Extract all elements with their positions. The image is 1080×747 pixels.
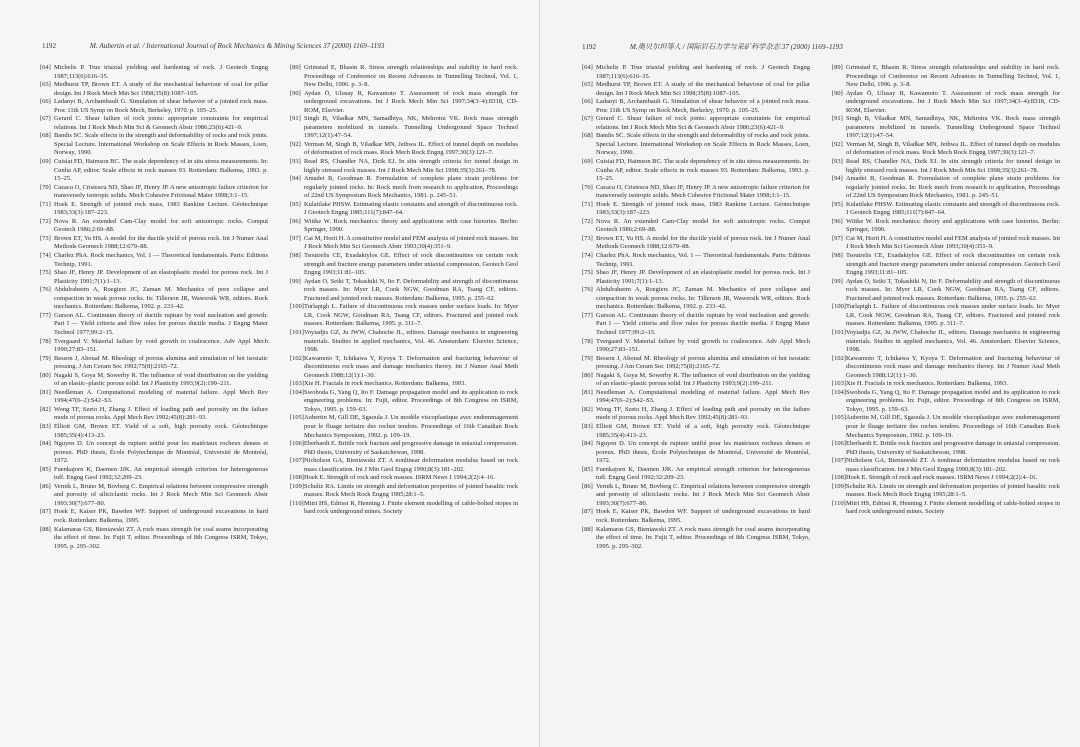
reference-text: Bandis SC. Scale effects in the strength and deformability of rocks and rock joints. Special Lecture. International Workshop on Scale Effects in Rock Masses, Loen, Norway, 1990. bbox=[54, 132, 268, 157]
reference-number: [91] bbox=[832, 115, 843, 123]
reference-number: [70] bbox=[40, 183, 51, 191]
reference-text: Read RS, Chandler NA, Dzik EJ. In situ strength criteria for tunnel design in highly stressed rock masses. Int J Rock Mech Min Sci 1998;35(3):261–78. bbox=[304, 158, 518, 174]
reference-number: [100] bbox=[290, 303, 304, 311]
reference-text: Kalamaras GS, Bieniawski ZT. A rock mass strength for coal seams incorporating the effect of time. In: Fujii T, editor. Proceedings of 8th Congress ISRM, Tokyo, 1995. p. 295–302. bbox=[54, 525, 268, 550]
reference-entry bbox=[582, 218, 810, 235]
reference-number: [105] bbox=[290, 414, 304, 422]
reference-entry bbox=[290, 303, 518, 329]
reference-entry bbox=[40, 252, 268, 269]
reference-number: [75] bbox=[40, 269, 51, 277]
reference-text: Nicholson GA, Bieniawski ZT. A nonlinear deformation modulus based on rock mass classification. Int J Min Geol Engng 1990;8(3):181–202. bbox=[304, 457, 518, 473]
reference-entry bbox=[40, 483, 268, 509]
reference-entry bbox=[40, 158, 268, 184]
reference-number: [107] bbox=[832, 457, 846, 465]
reference-entry bbox=[832, 278, 1060, 304]
reference-text: Singh B, Viladkar MN, Samadhiya, NK, Mehrotra VK. Rock mass strength parameters mobilized in tunnels. Tunnelling Underground Space Technol 1997;12(1):47–54. bbox=[846, 115, 1060, 140]
reference-number: [79] bbox=[40, 354, 51, 362]
reference-text: Shao JF, Henry JP. Development of an elastoplastic model for porous rock. Int J Plasticity 1991;7(1):1–13. bbox=[54, 269, 268, 285]
reference-text: Charlez PhA. Rock mechanics, Vol. 1 — Theoretical fundamentals. Paris: Editions Technip, 1991. bbox=[54, 252, 268, 268]
reference-entry bbox=[582, 423, 810, 440]
reference-number: [77] bbox=[582, 311, 593, 319]
reference-text: Read RS, Chandler NA, Dzik EJ. In situ strength criteria for tunnel design in highly stressed rock masses. Int J Rock Mech Min Sci 1998;35(3):261–78. bbox=[846, 158, 1060, 174]
reference-entry bbox=[832, 414, 1060, 440]
reference-entry bbox=[832, 201, 1060, 218]
reference-number: [98] bbox=[290, 252, 301, 260]
reference-text: Gurson AL. Continuum theory of ductile rupture by void nucleation and growth: Part I — Yield criteria and flow rules for porous ductile media. J Engng Mater Technol 1977;99:2–15. bbox=[54, 311, 268, 336]
reference-number: [110] bbox=[832, 499, 846, 507]
reference-number: [102] bbox=[832, 354, 846, 362]
reference-text: Wong TF, Szeto H, Zhang J. Effect of loading path and porosity on the failure mode of porous rocks. Appl Mech Rev 1992;45(8):281–93. bbox=[54, 405, 268, 422]
reference-entry bbox=[40, 372, 268, 389]
reference-entry bbox=[832, 380, 1060, 389]
reference-number: [90] bbox=[832, 89, 843, 97]
reference-number: [65] bbox=[582, 81, 593, 89]
reference-number: [95] bbox=[832, 200, 843, 208]
reference-text: Aubertin M, Gill DE, Sgaoula J. Un modèle viscoplastique avec endommagement pour le fluage tertiaire des roches tendres. Proceedings of 16th Canadian Rock Mechanics Symposium, 1992. p. 109–19. bbox=[304, 414, 518, 439]
reference-text: Gurson AL. Continuum theory of ductile rupture by void nucleation and growth: Part I — Yield criteria and flow rules for porous ductile media. J Engng Mater Technol 1977;99:2–15. bbox=[596, 311, 810, 336]
reference-number: [89] bbox=[290, 64, 301, 71]
reference-entry bbox=[40, 389, 268, 406]
reference-entry bbox=[290, 414, 518, 440]
reference-number: [109] bbox=[832, 482, 846, 490]
reference-number: [99] bbox=[832, 277, 843, 285]
reference-text: Cai M, Horii H. A constitutive model and FEM analysis of jointed rock masses. Int J Rock Mech Min Sci Geomech Abstr 1993;30(4):351–9. bbox=[304, 234, 518, 251]
reference-number: [98] bbox=[832, 252, 843, 260]
reference-text: Xie H. Fractals in rock mechanics. Rotterdam: Balkema, 1993. bbox=[304, 380, 466, 388]
right-page bbox=[540, 0, 1080, 747]
reference-number: [82] bbox=[40, 405, 51, 413]
reference-entry bbox=[40, 355, 268, 372]
reference-column-2 bbox=[832, 64, 1060, 734]
reference-entry bbox=[40, 132, 268, 158]
reference-entry bbox=[40, 286, 268, 312]
reference-text: Aydan O, Seiki T, Tokashiki N, Ito F. Deformability and strength of discontinuous rock masses. In: Myer LR, Cook NGW, Goodman RA, Tsang CF, editors. Fractured and jointed rock masses. Rotterdam: Balkema, 1995. p. 255–62. bbox=[846, 277, 1060, 302]
reference-entry bbox=[582, 440, 810, 466]
reference-entry bbox=[582, 338, 810, 355]
reference-number: [88] bbox=[40, 525, 51, 533]
reference-number: [71] bbox=[40, 200, 51, 208]
reference-number: [78] bbox=[40, 337, 51, 345]
reference-text: Amadei B, Goodman R. Formulation of complete plane strain problems for regularly jointed rocks. In: Rock mech from research to application, Proceedings of 22nd US Symposium Rock Mechanics, 1981. p. 245–51. bbox=[304, 175, 518, 200]
reference-number: [75] bbox=[582, 269, 593, 277]
reference-text: Xie H. Fractals in rock mechanics. Rotterdam: Balkema, 1993. bbox=[846, 380, 1008, 388]
reference-number: [83] bbox=[40, 422, 51, 430]
reference-entry bbox=[40, 423, 268, 440]
reference-text: Kalamaras GS, Bieniawski ZT. A rock mass strength for coal seams incorporating the effect of time. In: Fujii T, editor. Proceedings of 8th Congress ISRM, Tokyo, 1995. p. 295–302. bbox=[596, 525, 810, 550]
reference-text: Elliott GM, Brown ET. Yield of a soft, high porosity rock. Géotechnique 1985;35(4):413–23. bbox=[596, 422, 810, 439]
reference-entry bbox=[290, 355, 518, 381]
reference-number: [73] bbox=[582, 234, 593, 242]
reference-entry bbox=[290, 329, 518, 355]
reference-number: [92] bbox=[290, 140, 301, 148]
reference-text: Gerard C. Shear failure of rock joints: appropriate constraints for empirical relations. Int J Rock Mech Min Sci & Geomech Abstr 1986;23(6):421–9. bbox=[54, 115, 268, 131]
reference-number: [96] bbox=[290, 217, 301, 225]
reference-text: Aubertin M, Gill DE, Sgaoula J. Un modèle viscoplastique avec endommagement pour le fluage tertiaire des roches tendres. Proceedings of 16th Canadian Rock Mechanics Symposium, 1992. p. 109–19. bbox=[846, 414, 1060, 439]
journal-header: M. Aubertin et al. / International Journal of Rock Mechanics & Mining Sciences 37 (2000) 1169–1193 bbox=[89, 42, 385, 50]
reference-number: [107] bbox=[290, 457, 304, 465]
reference-text: Eberhardt E. Brittle rock fracture and progressive damage in uniaxial compression. PhD thesis, University of Saskatchewan, 1998. bbox=[304, 440, 518, 456]
reference-text: Abdulraheem A, Roegiers JC, Zaman M. Mechanics of pore collapse and compaction in weak porous rocks. In: Tillerson JR, Wawersik WR, editors. Rock mechanics. Rotterdam: Balkema, 1992. p. 233–42. bbox=[54, 286, 268, 311]
reference-number: [67] bbox=[40, 115, 51, 123]
reference-number: [65] bbox=[40, 81, 51, 89]
reference-number: [104] bbox=[832, 388, 846, 396]
reference-text: Cuisiat FD, Haimson BC. The scale dependency of in situ stress measurements. In: Cunha AP, editor. Scale effects in rock masses 93. Rotterdam: Balkema, 1993. p. 15–25. bbox=[596, 158, 810, 183]
reference-entry bbox=[582, 252, 810, 269]
reference-entry bbox=[40, 64, 268, 81]
reference-number: [95] bbox=[290, 200, 301, 208]
reference-entry bbox=[832, 64, 1060, 90]
reference-entry bbox=[40, 218, 268, 235]
reference-entry bbox=[832, 474, 1060, 483]
reference-entry bbox=[290, 457, 518, 474]
reference-text: Nagaki S, Goya M, Sowerby R. The influence of void distribution on the yielding of an elastic–plastic porous solid. Int J Plasticity 1993;9(2):199–211. bbox=[54, 371, 268, 388]
reference-text: Nova R. An extended Cam-Clay model for soft anisotropic rocks. Comput Geotech 1986;2:69–88. bbox=[596, 217, 810, 234]
reference-entry bbox=[832, 457, 1060, 474]
reference-entry bbox=[290, 64, 518, 90]
reference-text: Charlez PhA. Rock mechanics, Vol. 1 — Theoretical fundamentals. Paris: Editions Technip, 1991. bbox=[596, 252, 810, 268]
reference-number: [66] bbox=[40, 98, 51, 106]
reference-number: [84] bbox=[582, 440, 593, 448]
reference-number: [78] bbox=[582, 337, 593, 345]
reference-text: Medhurst TP, Brown ET. A study of the mechanical behaviour of coal for pillar design. Int J Rock Mech Min Sci 1998;35(8):1087–105. bbox=[596, 81, 810, 97]
reference-number: [87] bbox=[40, 508, 51, 516]
page-number: 1192 bbox=[42, 42, 57, 50]
reference-text: Nicholson GA, Bieniawski ZT. A nonlinear deformation modulus based on rock mass classification. Int J Min Geol Engng 1990;8(3):181–202. bbox=[846, 457, 1060, 473]
reference-number: [105] bbox=[832, 414, 846, 422]
reference-text: Hoek E. Strength of rock and rock masses. ISRM News J 1994;2(2):4–16. bbox=[846, 474, 1037, 482]
reference-number: [97] bbox=[832, 234, 843, 242]
reference-entry bbox=[40, 508, 268, 525]
reference-number: [103] bbox=[290, 380, 304, 388]
reference-entry bbox=[832, 483, 1060, 500]
reference-number: [77] bbox=[40, 311, 51, 319]
reference-text: Besson J, Abouaf M. Rheology of porous alumina and simulation of hot isostatic pressing. J Am Ceram Soc 1992;75(8):2165–72. bbox=[596, 354, 810, 371]
reference-text: Michelis P. True triaxial yielding and hardening of rock. J Geotech Engng 1987;113(6):616–35. bbox=[54, 64, 268, 80]
reference-number: [88] bbox=[582, 525, 593, 533]
reference-text: Amadei B, Goodman R. Formulation of complete plane strain problems for regularly jointed rocks. In: Rock mech from research to application, Proceedings of 22nd US Symposium Rock Mechanics, 1981. p. 245–51. bbox=[846, 175, 1060, 200]
reference-text: Hoek E. Strength of rock and rock masses. ISRM News J 1994;2(2):4–16. bbox=[304, 474, 495, 482]
reference-entry bbox=[290, 201, 518, 218]
reference-entry bbox=[582, 372, 810, 389]
reference-entry bbox=[40, 526, 268, 552]
reference-text: Mitri HS, Edrissi R, Henning J. Finite element modelling of cable-bolted stopes in hard rock underground mines. Society bbox=[846, 499, 1060, 516]
page-header bbox=[42, 42, 513, 54]
reference-number: [76] bbox=[40, 286, 51, 294]
reference-entry bbox=[582, 158, 810, 184]
reference-text: Singh B, Viladkar MN, Samadhiya, NK, Mehrotra VK. Rock mass strength parameters mobilized in tunnels. Tunnelling Underground Space Technol 1997;12(1):47–54. bbox=[304, 115, 518, 140]
reference-text: Swoboda G, Yang Q, Ito F. Damage propagation model and its application to rock engineering problems. In: Fujii, editor. Proceedings of 8th Congress on ISRM, Tokyo, 1995. p. 159–63. bbox=[846, 388, 1060, 413]
reference-entry bbox=[582, 235, 810, 252]
reference-number: [94] bbox=[290, 175, 301, 183]
reference-number: [109] bbox=[290, 482, 304, 490]
reference-entry bbox=[290, 252, 518, 278]
reference-text: Kulatilake PHSW. Estimating elastic constants and strength of discontinuous rock. J Geotech Engng 1985;111(7):847–64. bbox=[846, 200, 1060, 217]
reference-text: Eberhardt E. Brittle rock fracture and progressive damage in uniaxial compression. PhD thesis, University of Saskatchewan, 1998. bbox=[846, 440, 1060, 456]
reference-number: [91] bbox=[290, 115, 301, 123]
reference-entry bbox=[582, 389, 810, 406]
reference-entry bbox=[832, 158, 1060, 175]
reference-number: [81] bbox=[40, 388, 51, 396]
reference-number: [90] bbox=[290, 89, 301, 97]
reference-text: Mitri HS, Edrissi R, Henning J. Finite element modelling of cable-bolted stopes in hard rock underground mines. Society bbox=[304, 499, 518, 516]
reference-text: Shao JF, Henry JP. Development of an elastoplastic model for porous rock. Int J Plasticity 1991;7(1):1–13. bbox=[596, 269, 810, 285]
reference-entry bbox=[40, 201, 268, 218]
reference-number: [72] bbox=[40, 217, 51, 225]
reference-entry bbox=[582, 81, 810, 98]
reference-number: [68] bbox=[582, 132, 593, 140]
reference-text: Verman M, Singh B, Viladkar MN, Jethwa JL. Effect of tunnel depth on modulus of deformation of rock mass. Rock Mech Rock Engng 1997;30(3):121–7. bbox=[304, 140, 518, 157]
reference-text: Tvergaard V. Material failure by void growth to coalescence. Adv Appl Mech 1990;27:83–151. bbox=[596, 337, 810, 354]
reference-entry bbox=[40, 184, 268, 201]
reference-number: [97] bbox=[290, 234, 301, 242]
reference-entry bbox=[582, 286, 810, 312]
reference-number: [106] bbox=[832, 440, 846, 448]
reference-number: [102] bbox=[290, 354, 304, 362]
reference-number: [72] bbox=[582, 217, 593, 225]
reference-text: Bandis SC. Scale effects in the strength and deformability of rocks and rock joints. Special Lecture. International Workshop on Scale Effects in Rock Masses, Loen, Norway, 1990. bbox=[596, 132, 810, 157]
reference-text: Fuenkajorn K, Daemen JJK. An empirical strength criterion for heterogeneous tuff. Engng Geol 1992;32:209–23. bbox=[54, 465, 268, 482]
reference-text: Hoek E, Kaiser PK, Bawden WF. Support of underground excavations in hard rock. Rotterdam: Balkema, 1995. bbox=[596, 508, 810, 524]
reference-number: [108] bbox=[290, 474, 304, 482]
reference-text: Besson J, Abouaf M. Rheology of porous alumina and simulation of hot isostatic pressing. J Am Ceram Soc 1992;75(8):2165–72. bbox=[54, 354, 268, 371]
reference-number: [64] bbox=[40, 64, 51, 71]
reference-number: [80] bbox=[582, 371, 593, 379]
reference-text: Cai M, Horii H. A constitutive model and FEM analysis of jointed rock masses. Int J Rock Mech Min Sci Geomech Abstr 1993;30(4):351–9. bbox=[846, 234, 1060, 251]
reference-entry bbox=[582, 98, 810, 115]
reference-entry bbox=[40, 98, 268, 115]
reference-text: Aydan Ö, Ulusay R, Kawamoto T. Assessment of rock mass strength for underground excavations. Int J Rock Mech Min Sci 1997;34(3–4):ID18, CD-ROM, Elsevier. bbox=[304, 89, 518, 114]
reference-number: [69] bbox=[582, 158, 593, 166]
reference-text: Kulatilake PHSW. Estimating elastic constants and strength of discontinuous rock. J Geotech Engng 1985;111(7):847–64. bbox=[304, 200, 518, 217]
reference-text: Voyiadjis GZ, Ju JWW, Chaboche JL, editors. Damage mechanics in engineering materials. Studies in applied mechanics, Vol. 46. Amsterdam: Elsevier Science, 1998. bbox=[304, 328, 518, 354]
reference-number: [74] bbox=[40, 252, 51, 260]
reference-text: Aydan Ö, Ulusay R, Kawamoto T. Assessment of rock mass strength for underground excavations. Int J Rock Mech Min Sci 1997;34(3–4):ID18, CD-ROM, Elsevier. bbox=[846, 89, 1060, 114]
reference-entry bbox=[582, 466, 810, 483]
reference-number: [106] bbox=[290, 440, 304, 448]
reference-text: Nagaki S, Goya M, Sowerby R. The influence of void distribution on the yielding of an elastic–plastic porous solid. Int J Plasticity 1993;9(2):199–211. bbox=[596, 371, 810, 388]
reference-entry bbox=[290, 474, 518, 483]
reference-number: [85] bbox=[40, 465, 51, 473]
reference-text: Cuisiat FD, Haimson BC. The scale dependency of in situ stress measurements. In: Cunha AP, editor. Scale effects in rock masses 93. Rotterdam: Balkema, 1993. p. 15–25. bbox=[54, 158, 268, 183]
reference-text: Grimstad E, Bhasin R. Stress strength relationships and stability in hard rock. Proceedings of Conference on Recent Advances in Tunnelling Technol, Vol. 1, New Delhi, 1996. p. 3–8. bbox=[846, 64, 1060, 89]
reference-number: [81] bbox=[582, 388, 593, 396]
reference-number: [84] bbox=[40, 440, 51, 448]
reference-number: [87] bbox=[582, 508, 593, 516]
reference-text: Needleman A. Computational modeling of material failure. Appl Mech Rev 1994;47(6–2):S42–S3. bbox=[596, 388, 810, 405]
reference-text: Tsoutrelis CE, Exadaktylos GE. Effect of rock discontinuities on certain rock strength and fracture energy parameters under uniaxial compression. Geotech Geol Engng 1993;11:81–105. bbox=[846, 252, 1060, 277]
reference-number: [96] bbox=[832, 217, 843, 225]
reference-entry bbox=[582, 526, 810, 552]
reference-entry bbox=[832, 355, 1060, 381]
reference-text: Tvergaard V. Material failure by void growth to coalescence. Adv Appl Mech 1990;27:83–151. bbox=[54, 337, 268, 354]
reference-text: Brown ET, Yu HS. A model for the ductile yield of porous rock. Int J Numer Anal Methods Geomech 1988;12:679–88. bbox=[596, 234, 810, 251]
reference-entry bbox=[832, 303, 1060, 329]
reference-entry bbox=[40, 406, 268, 423]
reference-entry bbox=[290, 175, 518, 201]
page-number: 1192 bbox=[582, 43, 597, 51]
reference-entry bbox=[40, 81, 268, 98]
reference-number: [108] bbox=[832, 474, 846, 482]
reference-text: Schultz RA. Limits on strength and deformation properties of jointed basaltic rock masses. Rock Mech Rock Engng 1995;28:1–5. bbox=[304, 482, 518, 499]
reference-text: Hoek E, Kaiser PK, Bawden WF. Support of underground excavations in hard rock. Rotterdam: Balkema, 1995. bbox=[54, 508, 268, 524]
reference-text: Needleman A. Computational modeling of material failure. Appl Mech Rev 1994;47(6–2):S42–S3. bbox=[54, 388, 268, 405]
reference-entry bbox=[40, 466, 268, 483]
reference-entry bbox=[582, 406, 810, 423]
reference-entry bbox=[832, 115, 1060, 141]
reference-text: Fuenkajorn K, Daemen JJK. An empirical strength criterion for heterogeneous tuff. Engng Geol 1992;32:209–23. bbox=[596, 465, 810, 482]
reference-number: [101] bbox=[290, 328, 304, 336]
reference-text: Aydan O, Seiki T, Tokashiki N, Ito F. Deformability and strength of discontinuous rock masses. In: Myer LR, Cook NGW, Goodman RA, Tsang CF, editors. Fractured and jointed rock masses. Rotterdam: Balkema, 1995. p. 255–62. bbox=[304, 277, 518, 302]
reference-text: Kawamoto T, Ichikawa Y, Kyoya T. Deformation and fracturing behaviour of discontinuous rock mass and damage mechanics theory. Int J Numer Anal Meth Geomech 1988;12(1):1–30. bbox=[846, 354, 1060, 379]
reference-number: [92] bbox=[832, 140, 843, 148]
reference-text: Gerard C. Shear failure of rock joints: appropriate constraints for empirical relations. Int J Rock Mech Min Sci & Geomech Abstr 1986;23(6):421–9. bbox=[596, 115, 810, 131]
reference-text: Wittke W. Rock mechanics: theory and applications with case histories. Berlin: Springer, 1990. bbox=[846, 217, 1060, 234]
reference-text: Swoboda G, Yang Q, Ito F. Damage propagation model and its application to rock engineering problems. In: Fujii, editor. Proceedings of 8th Congress on ISRM, Tokyo, 1995. p. 159–63. bbox=[304, 388, 518, 413]
reference-text: Wittke W. Rock mechanics: theory and applications with case histories. Berlin: Springer, 1990. bbox=[304, 217, 518, 234]
reference-number: [99] bbox=[290, 277, 301, 285]
reference-entry bbox=[832, 141, 1060, 158]
reference-text: Cazacu O, Cristescu ND, Shao JF, Henry JP. A new anisotropic failure criterion for transversely isotropic solids. Mech Cohesive Frictional Mater 1998;3:1–15. bbox=[596, 183, 810, 200]
reference-text: Tsoutrelis CE, Exadaktylos GE. Effect of rock discontinuities on certain rock strength and fracture energy parameters under uniaxial compression. Geotech Geol Engng 1993;11:81–105. bbox=[304, 252, 518, 277]
reference-entry bbox=[582, 355, 810, 372]
reference-number: [66] bbox=[582, 98, 593, 106]
reference-number: [69] bbox=[40, 158, 51, 166]
reference-text: Nguyen D. Un concept de rupture unifié pour les matériaux rocheux denses et poreux. PhD thesis, École Polytechnique de Montréal, Université de Montréal, 1972. bbox=[596, 440, 810, 465]
reference-text: Ladanyi B, Archambault G. Simulation of shear behavior of a jointed rock mass. Proc 11th US Symp on Rock Mech, Berkeley, 1970. p. 105–25. bbox=[596, 98, 810, 114]
reference-entry bbox=[832, 252, 1060, 278]
reference-text: Vernik L, Bruno M, Bovberg C. Empirical relations between compressive strength and porosity of siliciclastic rocks. Int J Rock Mech Min Sci Geomech Abstr 1993;30(7):677–80. bbox=[596, 482, 810, 507]
reference-text: Kawamoto T, Ichikawa Y, Kyoya T. Deformation and fracturing behaviour of discontinuous rock mass and damage mechanics theory. Int J Numer Anal Meth Geomech 1988;12(1):1–30. bbox=[304, 354, 518, 379]
reference-text: Wong TF, Szeto H, Zhang J. Effect of loading path and porosity on the failure mode of porous rocks. Appl Mech Rev 1992;45(8):281–93. bbox=[596, 405, 810, 422]
reference-text: Vernik L, Bruno M, Bovberg C. Empirical relations between compressive strength and porosity of siliciclastic rocks. Int J Rock Mech Min Sci Geomech Abstr 1993;30(7):677–80. bbox=[54, 482, 268, 507]
reference-entry bbox=[40, 115, 268, 132]
reference-text: Medhurst TP, Brown ET. A study of the mechanical behaviour of coal for pillar design. Int J Rock Mech Min Sci 1998;35(8):1087–105. bbox=[54, 81, 268, 97]
reference-entry bbox=[40, 235, 268, 252]
reference-number: [85] bbox=[582, 465, 593, 473]
reference-entry bbox=[290, 440, 518, 457]
reference-text: Nguyen D. Un concept de rupture unifié pour les matériaux rocheux denses et poreux. PhD thesis, École Polytechnique de Montréal, Université de Montréal, 1972. bbox=[54, 440, 268, 465]
reference-entry bbox=[582, 483, 810, 509]
reference-text: Verman M, Singh B, Viladkar MN, Jethwa JL. Effect of tunnel depth on modulus of deformation of rock mass. Rock Mech Rock Engng 1997;30(3):121–7. bbox=[846, 140, 1060, 157]
reference-entry bbox=[290, 500, 518, 517]
reference-number: [93] bbox=[832, 158, 843, 166]
reference-entry bbox=[582, 115, 810, 132]
reference-text: Hoek E. Strength of jointed rock mass, 1983 Rankine Lecture. Géotechnique 1983;33(3):187–223. bbox=[54, 200, 268, 217]
reference-entry bbox=[582, 269, 810, 286]
reference-number: [64] bbox=[582, 64, 593, 71]
reference-entry bbox=[290, 90, 518, 116]
reference-text: Brown ET, Yu HS. A model for the ductile yield of porous rock. Int J Numer Anal Methods Geomech 1988;12:679–88. bbox=[54, 234, 268, 251]
reference-entry bbox=[832, 500, 1060, 517]
reference-entry bbox=[40, 312, 268, 338]
reference-text: Michelis P. True triaxial yielding and hardening of rock. J Geotech Engng 1987;113(6):616–35. bbox=[596, 64, 810, 80]
reference-entry bbox=[290, 158, 518, 175]
reference-number: [86] bbox=[40, 482, 51, 490]
reference-text: Abdulraheem A, Roegiers JC, Zaman M. Mechanics of pore collapse and compaction in weak porous rocks. In: Tillerson JR, Wawersik WR, editors. Rock mechanics. Rotterdam: Balkema, 1992. p. 233–42. bbox=[596, 286, 810, 311]
reference-text: Elliott GM, Brown ET. Yield of a soft, high porosity rock. Géotechnique 1985;35(4):413–23. bbox=[54, 422, 268, 439]
reference-text: Nova R. An extended Cam-Clay model for soft anisotropic rocks. Comput Geotech 1986;2:69–88. bbox=[54, 217, 268, 234]
reference-entry bbox=[290, 380, 518, 389]
reference-entry bbox=[832, 440, 1060, 457]
page-header bbox=[582, 42, 1054, 54]
reference-number: [86] bbox=[582, 482, 593, 490]
reference-number: [71] bbox=[582, 200, 593, 208]
reference-entry bbox=[832, 389, 1060, 415]
reference-entry bbox=[290, 218, 518, 235]
reference-entry bbox=[582, 201, 810, 218]
reference-entry bbox=[290, 389, 518, 415]
reference-number: [74] bbox=[582, 252, 593, 260]
reference-entry bbox=[40, 338, 268, 355]
reference-entry bbox=[290, 115, 518, 141]
reference-entry bbox=[290, 235, 518, 252]
reference-number: [94] bbox=[832, 175, 843, 183]
reference-text: Schultz RA. Limits on strength and deformation properties of jointed basaltic rock masses. Rock Mech Rock Engng 1995;28:1–5. bbox=[846, 482, 1060, 499]
reference-number: [110] bbox=[290, 499, 304, 507]
reference-text: Grimstad E, Bhasin R. Stress strength relationships and stability in hard rock. Proceedings of Conference on Recent Advances in Tunnelling Technol, Vol. 1, New Delhi, 1996. p. 3–8. bbox=[304, 64, 518, 89]
reference-text: Hoek E. Strength of jointed rock mass, 1983 Rankine Lecture. Géotechnique 1983;33(3):187–223. bbox=[596, 200, 810, 217]
reference-entry bbox=[290, 483, 518, 500]
reference-column-2 bbox=[290, 64, 518, 734]
reference-number: [89] bbox=[832, 64, 843, 71]
reference-entry bbox=[582, 508, 810, 525]
reference-entry bbox=[40, 440, 268, 466]
reference-number: [73] bbox=[40, 234, 51, 242]
reference-number: [104] bbox=[290, 388, 304, 396]
reference-entry bbox=[582, 64, 810, 81]
reference-number: [103] bbox=[832, 380, 846, 388]
reference-text: Turlapigh L. Failure of discontinuous rock masses under surface loads. In: Myer LR, Cook NGW, Goodman RA, Tsang CF, editors. Fractured and jointed rock masses. Rotterdam: Balkema, 1995. p. 311–7. bbox=[304, 303, 518, 328]
reference-number: [68] bbox=[40, 132, 51, 140]
reference-entry bbox=[290, 278, 518, 304]
reference-number: [101] bbox=[832, 328, 846, 336]
reference-number: [70] bbox=[582, 183, 593, 191]
reference-text: Turlapigh L. Failure of discontinuous rock masses under surface loads. In: Myer LR, Cook NGW, Goodman RA, Tsang CF, editors. Fractured and jointed rock masses. Rotterdam: Balkema, 1995. p. 311–7. bbox=[846, 303, 1060, 328]
reference-number: [93] bbox=[290, 158, 301, 166]
reference-column-1 bbox=[40, 64, 268, 734]
reference-entry bbox=[582, 132, 810, 158]
reference-text: Cazacu O, Cristescu ND, Shao JF, Henry JP. A new anisotropic failure criterion for transversely isotropic solids. Mech Cohesive Frictional Mater 1998;3:1–15. bbox=[54, 183, 268, 200]
reference-entry bbox=[832, 218, 1060, 235]
journal-header: M.奥贝尔坦等人 / 国际岩石力学与采矿科学杂志 37 (2000) 1169–1193 bbox=[629, 43, 843, 51]
reference-entry bbox=[832, 235, 1060, 252]
reference-column-1 bbox=[582, 64, 810, 734]
reference-text: Voyiadjis GZ, Ju JWW, Chaboche JL, editors. Damage mechanics in engineering materials. Studies in applied mechanics, Vol. 46. Amsterdam: Elsevier Science, 1998. bbox=[846, 328, 1060, 354]
reference-text: Ladanyi B, Archambault G. Simulation of shear behavior of a jointed rock mass. Proc 11th US Symp on Rock Mech, Berkeley, 1970. p. 105–25. bbox=[54, 98, 268, 114]
reference-number: [67] bbox=[582, 115, 593, 123]
reference-number: [79] bbox=[582, 354, 593, 362]
reference-number: [76] bbox=[582, 286, 593, 294]
reference-number: [80] bbox=[40, 371, 51, 379]
reference-entry bbox=[290, 141, 518, 158]
reference-number: [82] bbox=[582, 405, 593, 413]
reference-number: [83] bbox=[582, 422, 593, 430]
reference-entry bbox=[832, 90, 1060, 116]
reference-number: [100] bbox=[832, 303, 846, 311]
reference-entry bbox=[832, 329, 1060, 355]
reference-entry bbox=[40, 269, 268, 286]
reference-entry bbox=[582, 184, 810, 201]
reference-entry bbox=[832, 175, 1060, 201]
reference-entry bbox=[582, 312, 810, 338]
